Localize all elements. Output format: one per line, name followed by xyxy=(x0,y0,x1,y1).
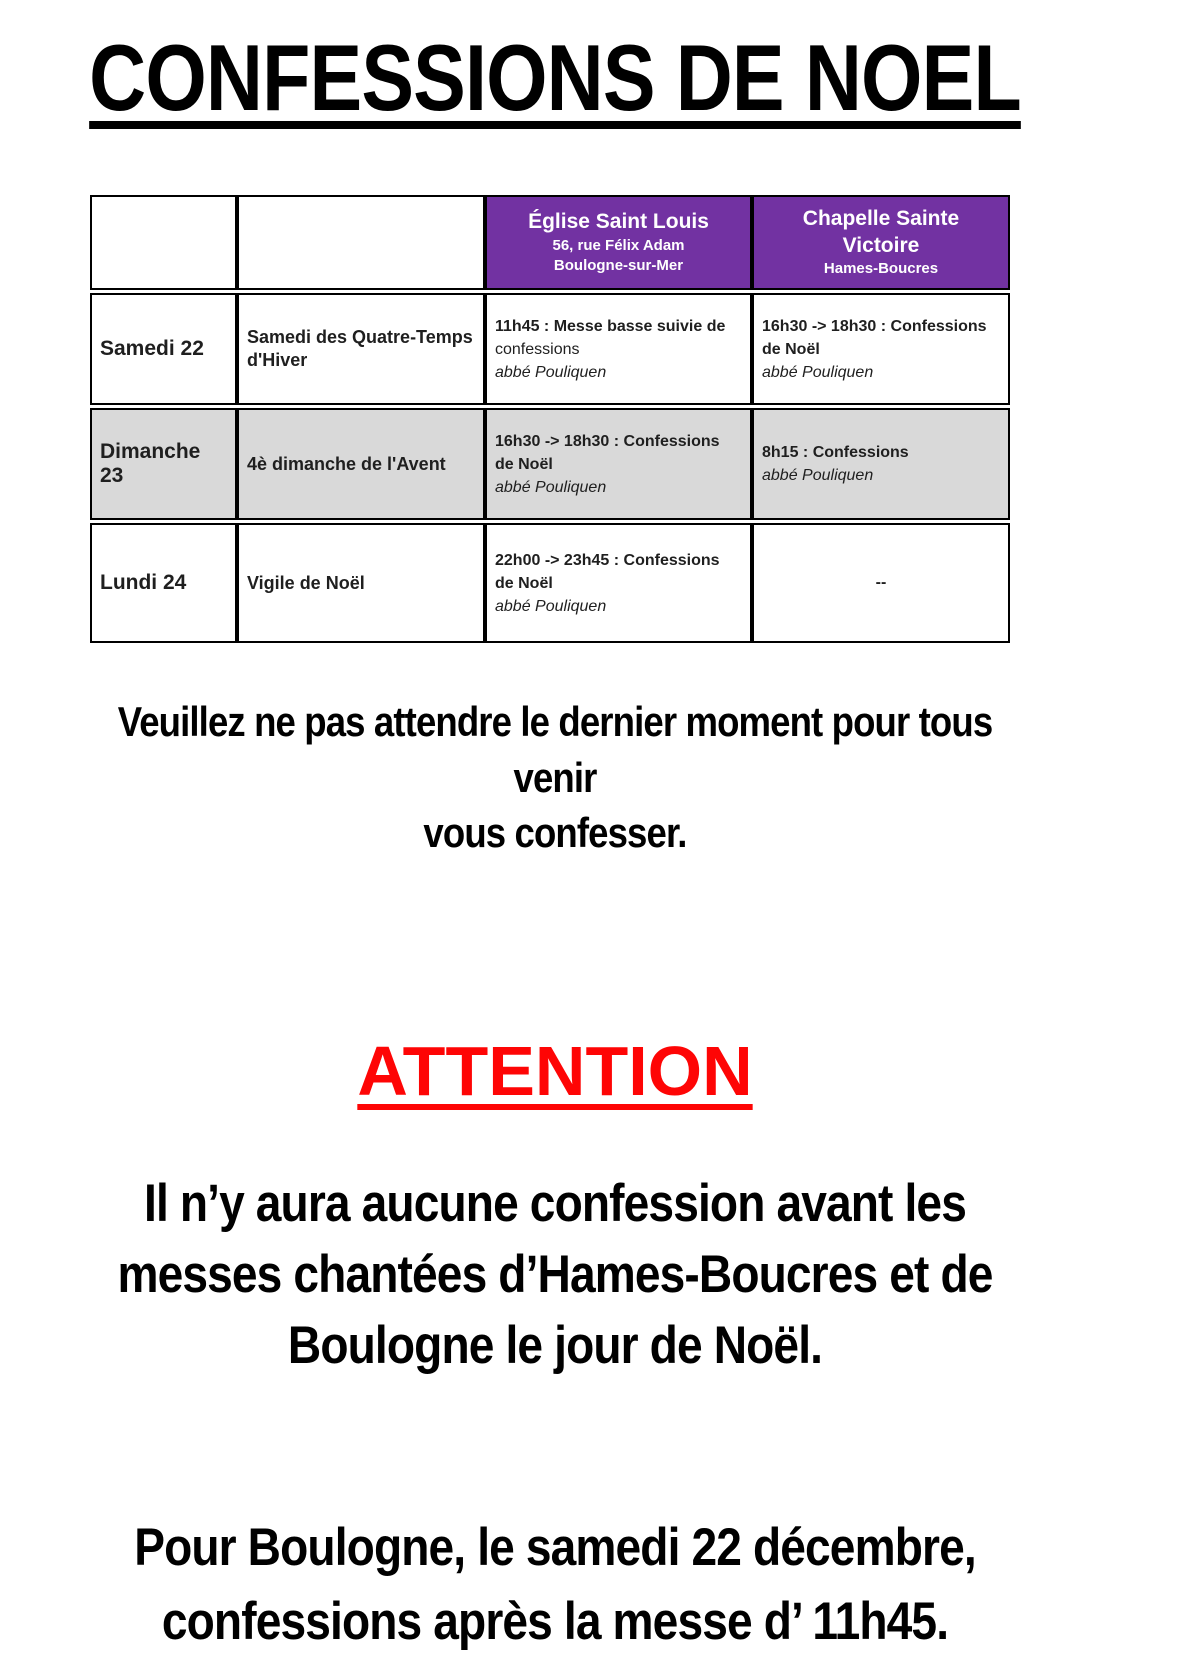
schedule-time: 8h15 : Confessions xyxy=(762,444,909,462)
no-confession-cell: -- xyxy=(752,523,1010,643)
schedule-time: 16h30 -> 18h30 : Confessions xyxy=(495,432,720,450)
table-header-row xyxy=(90,195,1010,290)
schedule-time: 22h00 -> 23h45 : Confessions xyxy=(495,551,720,569)
chapel-name: Chapelle Sainte Victoire xyxy=(802,207,960,257)
schedule-time: 16h30 -> 18h30 : Confessions xyxy=(762,317,987,335)
priest-name: abbé Pouliquen xyxy=(495,363,607,381)
day-cell: Lundi 24 xyxy=(90,523,237,643)
priest-name: abbé Pouliquen xyxy=(495,597,607,615)
schedule-detail: confessions xyxy=(495,340,580,358)
table-row-samedi-22 xyxy=(90,293,1010,405)
schedule-detail: de Noël xyxy=(495,574,553,592)
notice-line: Veuillez ne pas attendre le dernier moment pour tous venir xyxy=(117,698,993,801)
notice-paragraph xyxy=(72,694,1038,860)
schedule-detail: de Noël xyxy=(495,455,553,473)
priest-name: abbé Pouliquen xyxy=(762,467,874,485)
feast-cell: Samedi des Quatre-Temps d'Hiver xyxy=(237,293,485,405)
notice-line: vous confesser. xyxy=(423,809,687,857)
saint-louis-schedule-cell xyxy=(485,523,752,643)
saint-louis-schedule-cell xyxy=(485,408,752,520)
attention-heading-text: ATTENTION xyxy=(357,1031,753,1110)
schedule-table-container xyxy=(90,192,1110,646)
feast-cell: 4è dimanche de l'Avent xyxy=(237,408,485,520)
attention-heading xyxy=(0,1033,1110,1110)
attention-line: messes chantées d’Hames-Boucres et de xyxy=(117,1244,993,1304)
header-chapelle-sainte-victoire xyxy=(752,195,1010,290)
church-address-line2: Boulogne-sur-Mer xyxy=(553,256,684,274)
boulogne-note-paragraph xyxy=(72,1511,1038,1659)
schedule-time: 11h45 : Messe basse suivie de xyxy=(495,317,726,335)
attention-line: Boulogne le jour de Noël. xyxy=(287,1315,823,1375)
day-cell: Samedi 22 xyxy=(90,293,237,405)
header-spacer-feast xyxy=(237,195,485,290)
sainte-victoire-schedule-cell xyxy=(752,408,1010,520)
table-row-dimanche-23 xyxy=(90,408,1010,520)
boulogne-note-line: Pour Boulogne, le samedi 22 décembre, xyxy=(134,1517,976,1577)
day-cell: Dimanche 23 xyxy=(90,408,237,520)
page-title-text: CONFESSIONS DE NOEL xyxy=(89,25,1021,130)
confession-schedule-table xyxy=(90,192,1010,646)
chapel-location: Hames-Boucres xyxy=(823,259,939,277)
priest-name: abbé Pouliquen xyxy=(495,478,607,496)
attention-paragraph xyxy=(72,1168,1038,1381)
church-name: Église Saint Louis xyxy=(528,210,709,234)
saint-louis-schedule-cell xyxy=(485,293,752,405)
priest-name: abbé Pouliquen xyxy=(762,363,874,381)
page-title xyxy=(89,26,1021,129)
boulogne-note-line: confessions après la messe d’ 11h45. xyxy=(161,1592,949,1651)
attention-line: Il n’y aura aucune confession avant les xyxy=(144,1173,966,1233)
header-eglise-saint-louis xyxy=(485,195,752,290)
table-row-lundi-24 xyxy=(90,523,1010,643)
schedule-detail: de Noël xyxy=(762,340,820,358)
sainte-victoire-schedule-cell xyxy=(752,293,1010,405)
feast-cell: Vigile de Noël xyxy=(237,523,485,643)
church-address-line1: 56, rue Félix Adam xyxy=(552,236,685,254)
document xyxy=(0,26,1110,1659)
header-spacer-day xyxy=(90,195,237,290)
